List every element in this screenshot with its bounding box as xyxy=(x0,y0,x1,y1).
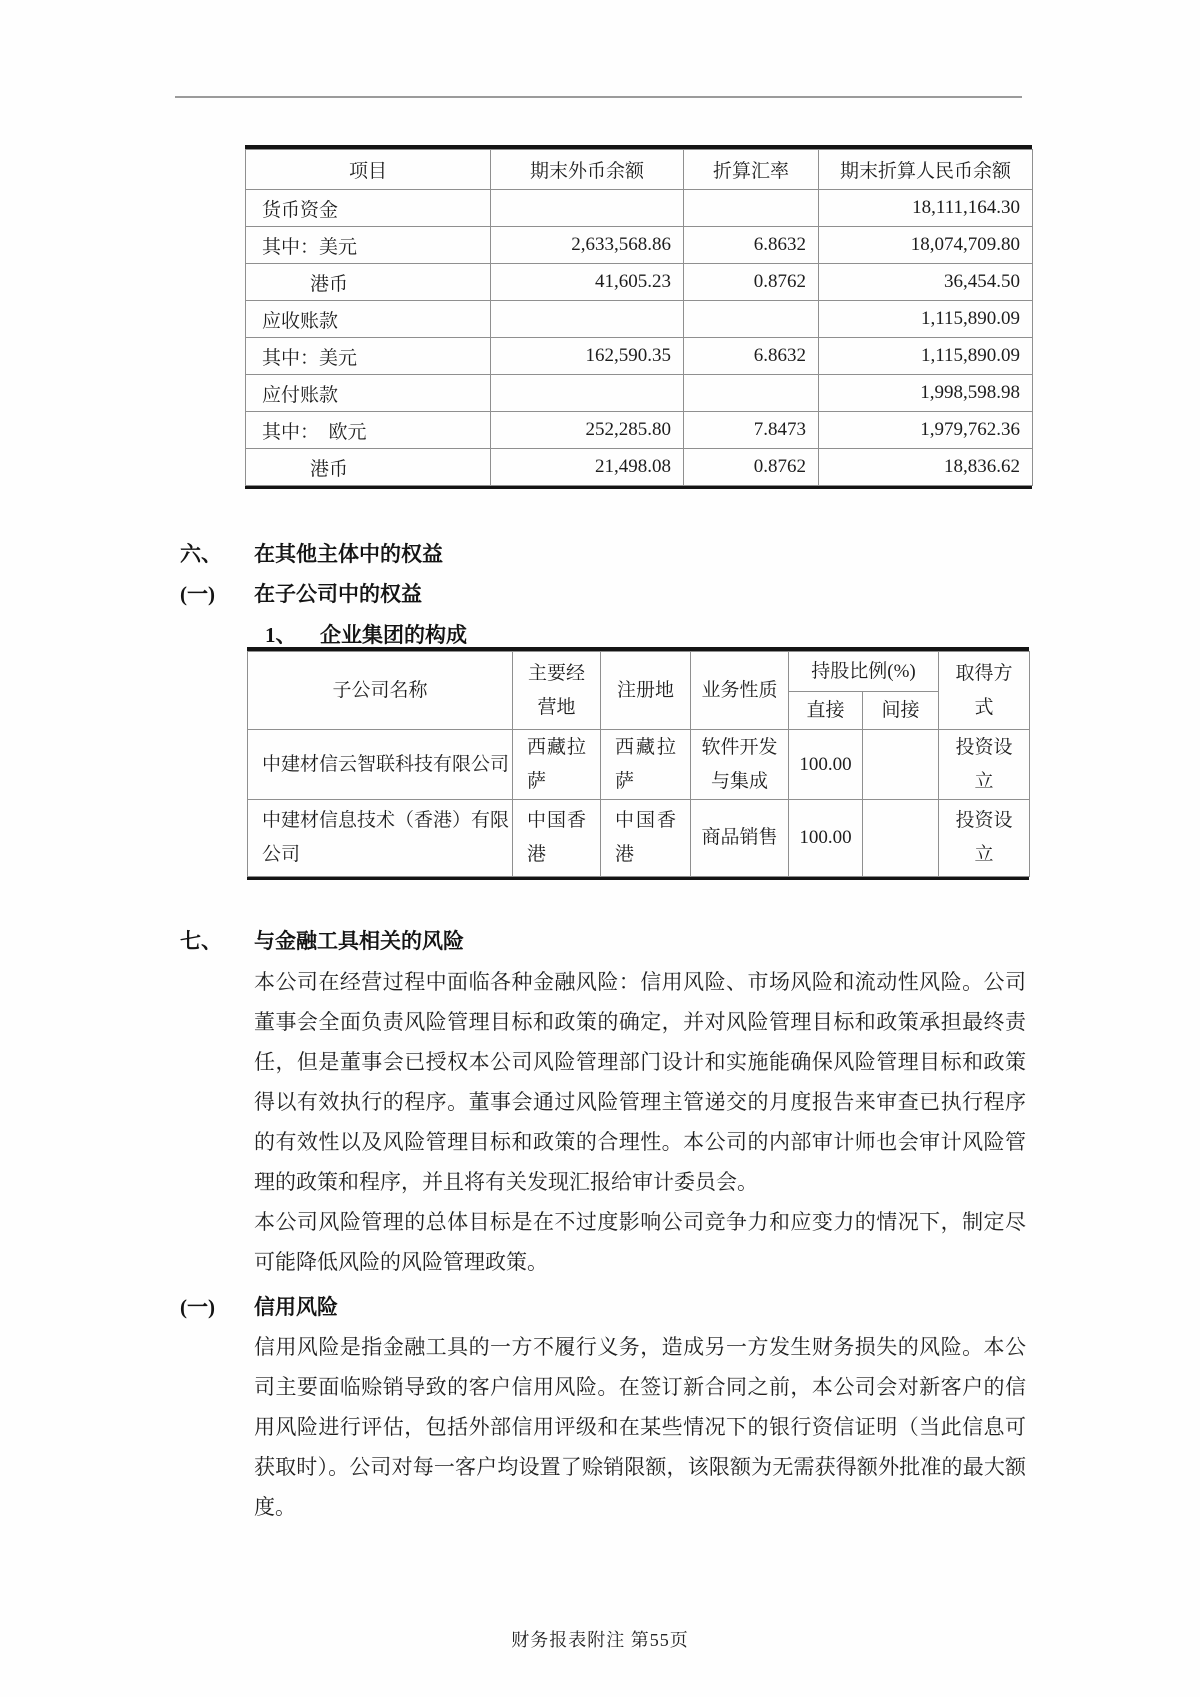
row-foreign-balance: 2,633,568.86 xyxy=(491,227,684,264)
subsidiary-main-place: 中国香港 xyxy=(513,800,601,877)
row-rmb-balance: 1,998,598.98 xyxy=(819,375,1033,412)
col-header-main-place: 主要经营地 xyxy=(513,652,601,730)
row-rmb-balance: 18,074,709.80 xyxy=(819,227,1033,264)
row-item-label: 其中： 欧元 xyxy=(246,412,491,449)
subsidiary-table xyxy=(247,647,1029,880)
paragraph: 本公司在经营过程中面临各种金融风险：信用风险、市场风险和流动性风险。公司董事会全面负责风险管理目标和政策的确定，并对风险管理目标和政策承担最终责任，但是董事会已授权本公司风险管理部门设计和实施能确保风险管理目标和政策得以有效执行的程序。董事会通过风险管理主管递交的月度报告来审查已执行程序的有效性以及风险管理目标和政策的合理性。本公司的内部审计师也会审计风险管理的政策和程序，并且将有关发现汇报给审计委员会。 xyxy=(254,970,1026,1194)
table-row xyxy=(246,264,1033,301)
row-rmb-balance: 1,115,890.09 xyxy=(819,301,1033,338)
col-header-direct: 直接 xyxy=(789,692,863,730)
row-rmb-balance: 36,454.50 xyxy=(819,264,1033,301)
section-number: 七、 xyxy=(180,929,222,953)
currency-balance-table xyxy=(245,145,1032,489)
row-foreign-balance: 41,605.23 xyxy=(491,264,684,301)
row-item-label: 港币 xyxy=(246,449,491,486)
row-rate: 0.8762 xyxy=(684,449,819,486)
section-title: 信用风险 xyxy=(254,1295,338,1319)
row-rate: 7.8473 xyxy=(684,412,819,449)
paragraph: 信用风险是指金融工具的一方不履行义务，造成另一方发生财务损失的风险。本公司主要面临赊销导致的客户信用风险。在签订新合同之前，本公司会对新客户的信用风险进行评估，包括外部信用评级和在某些情况下的银行资信证明（当此信息可获取时）。公司对每一客户均设置了赊销限额，该限额为无需获得额外批准的最大额度。 xyxy=(254,1335,1026,1519)
section-title: 企业集团的构成 xyxy=(320,623,467,647)
row-rmb-balance: 1,115,890.09 xyxy=(819,338,1033,375)
table-row xyxy=(246,412,1033,449)
row-rate: 6.8632 xyxy=(684,227,819,264)
row-foreign-balance xyxy=(491,301,684,338)
subsidiary-method: 投资设立 xyxy=(939,800,1030,877)
row-rate xyxy=(684,190,819,227)
table-row xyxy=(246,301,1033,338)
row-foreign-balance: 162,590.35 xyxy=(491,338,684,375)
page-footer: 财务报表附注 第55页 xyxy=(511,1630,689,1650)
col-header-acquire-method: 取得方式 xyxy=(939,652,1030,730)
currency-table-header-row xyxy=(246,150,1033,190)
section-number: 1、 xyxy=(265,623,297,647)
row-rmb-balance: 18,836.62 xyxy=(819,449,1033,486)
col-header-indirect: 间接 xyxy=(863,692,939,730)
section-title: 在其他主体中的权益 xyxy=(254,542,443,566)
paragraph: 本公司风险管理的总体目标是在不过度影响公司竞争力和应变力的情况下，制定尽可能降低风险的风险管理政策。 xyxy=(254,1210,1026,1274)
row-foreign-balance: 252,285.80 xyxy=(491,412,684,449)
credit-risk-paragraph xyxy=(254,1327,1026,1527)
row-rate xyxy=(684,301,819,338)
section-number: (一) xyxy=(180,582,215,606)
subsidiary-indirect-ratio xyxy=(863,730,939,800)
table-row xyxy=(246,449,1033,486)
row-rmb-balance: 18,111,164.30 xyxy=(819,190,1033,227)
table-row xyxy=(246,338,1033,375)
col-header-subsidiary-name: 子公司名称 xyxy=(248,652,513,730)
risk-management-paragraphs xyxy=(254,962,1026,1282)
row-item-label: 其中：美元 xyxy=(246,338,491,375)
row-item-label: 应付账款 xyxy=(246,375,491,412)
subsidiary-business: 商品销售 xyxy=(691,800,789,877)
col-header-holding-ratio: 持股比例(%) xyxy=(789,652,939,692)
table-row xyxy=(248,730,1030,800)
row-item-label: 货币资金 xyxy=(246,190,491,227)
row-foreign-balance: 21,498.08 xyxy=(491,449,684,486)
subsidiary-direct-ratio: 100.00 xyxy=(789,800,863,877)
table-row xyxy=(246,375,1033,412)
row-foreign-balance xyxy=(491,375,684,412)
section-number: (一) xyxy=(180,1295,215,1319)
row-foreign-balance xyxy=(491,190,684,227)
row-rate: 0.8762 xyxy=(684,264,819,301)
row-item-label: 港币 xyxy=(246,264,491,301)
col-header-foreign-balance: 期末外币余额 xyxy=(491,150,684,190)
section-title: 与金融工具相关的风险 xyxy=(254,929,464,953)
section-number: 六、 xyxy=(180,542,222,566)
subsidiary-registered-place: 西藏拉萨 xyxy=(601,730,691,800)
col-header-item: 项目 xyxy=(246,150,491,190)
table-row xyxy=(246,190,1033,227)
table-row xyxy=(248,800,1030,877)
table-row xyxy=(246,227,1033,264)
subsidiary-method: 投资设立 xyxy=(939,730,1030,800)
col-header-business-nature: 业务性质 xyxy=(691,652,789,730)
row-rmb-balance: 1,979,762.36 xyxy=(819,412,1033,449)
header-rule xyxy=(175,96,1022,98)
subsidiary-registered-place: 中国香港 xyxy=(601,800,691,877)
row-item-label: 其中：美元 xyxy=(246,227,491,264)
subsidiary-main-place: 西藏拉萨 xyxy=(513,730,601,800)
col-header-registered-place: 注册地 xyxy=(601,652,691,730)
subsidiary-direct-ratio: 100.00 xyxy=(789,730,863,800)
col-header-rate: 折算汇率 xyxy=(684,150,819,190)
col-header-rmb-balance: 期末折算人民币余额 xyxy=(819,150,1033,190)
subsidiary-name: 中建材信息技术（香港）有限公司 xyxy=(248,800,513,877)
subsidiary-business: 软件开发与集成 xyxy=(691,730,789,800)
row-rate: 6.8632 xyxy=(684,338,819,375)
subsidiary-indirect-ratio xyxy=(863,800,939,877)
subsidiary-name: 中建材信云智联科技有限公司 xyxy=(248,730,513,800)
subsidiary-header-row-1 xyxy=(248,652,1030,692)
row-item-label: 应收账款 xyxy=(246,301,491,338)
row-rate xyxy=(684,375,819,412)
section-title: 在子公司中的权益 xyxy=(254,582,422,606)
